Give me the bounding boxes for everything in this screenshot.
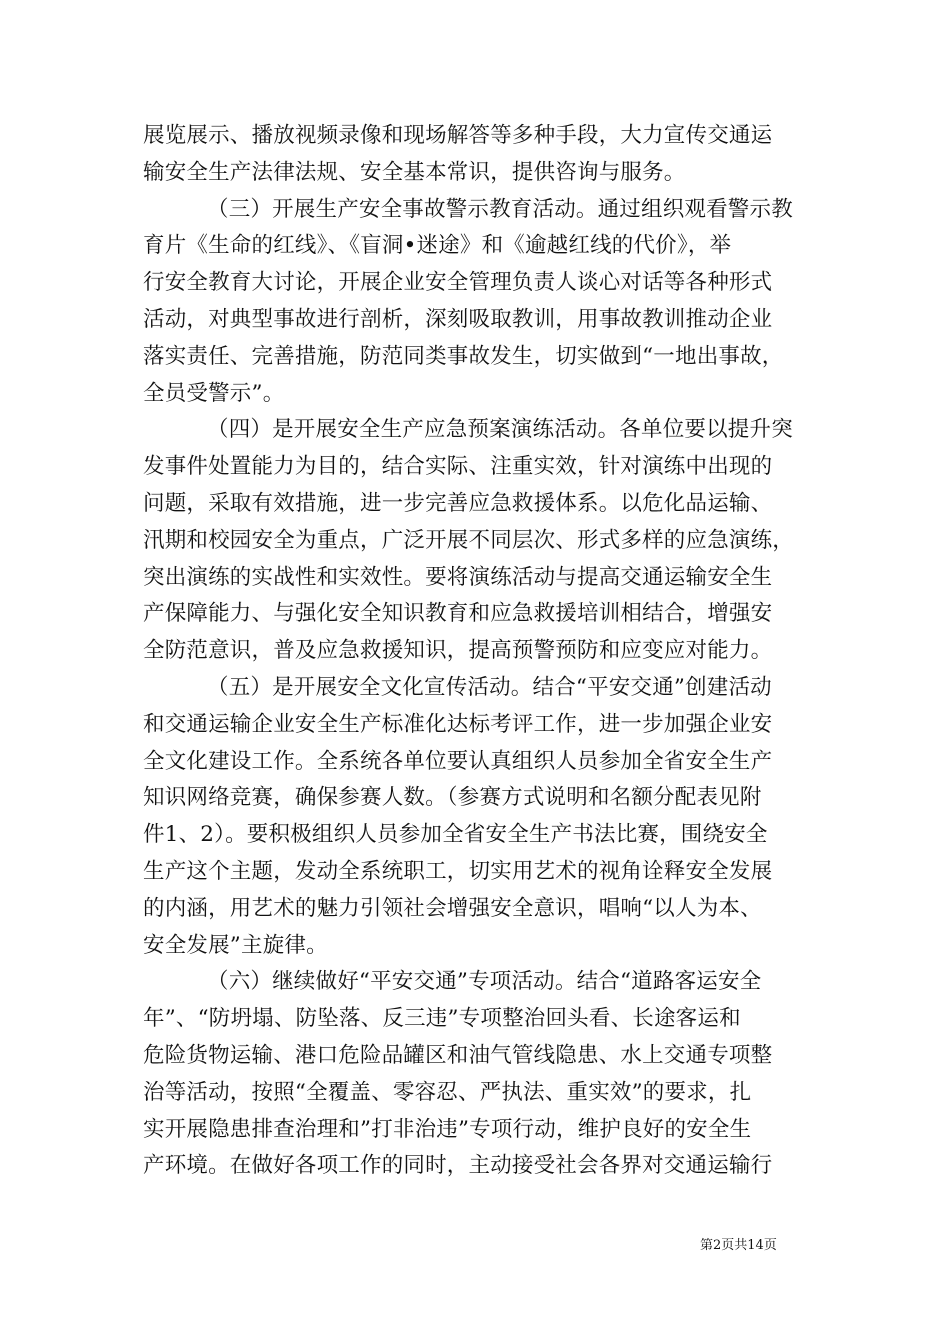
text-line: 活动，对典型事故进行剖析，深刻吸取教训，用事故教训推动企业 xyxy=(143,306,773,332)
text-line: 知识网络竞赛，确保参赛人数。（参赛方式说明和名额分配表见附 xyxy=(143,785,762,811)
text-line: 实开展隐患排查治理和”打非治违”专项行动，维护良好的安全生 xyxy=(143,1116,752,1142)
text-line: 件1、2）。要积极组织人员参加全省安全生产书法比赛，围绕安全 xyxy=(143,822,768,848)
text-line: 产环境。在做好各项工作的同时，主动接受社会各界对交通运输行 xyxy=(143,1153,773,1179)
paragraph-start-line: （五）是开展安全文化宣传活动。结合“平安交通”创建活动 xyxy=(207,674,772,700)
text-line: 发事件处置能力为目的，结合实际、注重实效，针对演练中出现的 xyxy=(143,454,773,480)
document-body xyxy=(143,118,807,1185)
text-line: 产保障能力、与强化安全知识教育和应急救援培训相结合，增强安 xyxy=(143,601,773,627)
text-line: 全员受警示”。 xyxy=(143,380,285,406)
paragraph-start-line: （三）开展生产安全事故警示教育活动。通过组织观看警示教 xyxy=(207,196,793,222)
text-line: 问题，采取有效措施，进一步完善应急救援体系。以危化品运输、 xyxy=(143,490,773,516)
text-line: 生产这个主题，发动全系统职工，切实用艺术的视角诠释安全发展 xyxy=(143,858,773,884)
text-line: 全防范意识，普及应急救援知识，提高预警预防和应变应对能力。 xyxy=(143,638,773,664)
text-line: 输安全生产法律法规、安全基本常识，提供咨询与服务。 xyxy=(143,159,686,185)
text-line: 展览展示、播放视频录像和现场解答等多种手段，大力宣传交通运 xyxy=(143,123,773,148)
text-line: 的内涵，用艺术的魅力引领社会增强安全意识，唱响“以人为本、 xyxy=(143,895,762,921)
text-line: 安全发展”主旋律。 xyxy=(143,932,328,958)
paragraph-start-line: （六）继续做好“平安交通”专项活动。结合“道路客运安全 xyxy=(207,969,762,995)
text-line: 全文化建设工作。全系统各单位要认真组织人员参加全省安全生产 xyxy=(143,748,773,774)
paragraph-start-line: （四）是开展安全生产应急预案演练活动。各单位要以提升突 xyxy=(207,417,793,443)
text-line: 和交通运输企业安全生产标准化达标考评工作，进一步加强企业安 xyxy=(143,711,773,737)
text-line: 突出演练的实战性和实效性。要将演练活动与提高交通运输安全生 xyxy=(143,564,773,590)
text-line: 年”、“防坍塌、防坠落、反三违”专项整治回头看、长途客运和 xyxy=(143,1006,741,1032)
text-line: 落实责任、完善措施，防范同类事故发生，切实做到“一地出事故， xyxy=(143,343,784,369)
text-line: 育片《生命的红线》、《盲洞•迷途》和《逾越红线的代价》，举 xyxy=(143,233,732,259)
page-number-footer: 第2页共14页 xyxy=(700,1238,777,1253)
text-line: 治等活动，按照“全覆盖、零容忍、严执法、重实效”的要求，扎 xyxy=(143,1079,752,1105)
text-line: 危险货物运输、港口危险品罐区和油气管线隐患、水上交通专项整 xyxy=(143,1042,773,1068)
text-line: 行安全教育大讨论，开展企业安全管理负责人谈心对话等各种形式 xyxy=(143,270,773,296)
text-line: 汛期和校园安全为重点，广泛开展不同层次、形式多样的应急演练， xyxy=(143,527,795,553)
